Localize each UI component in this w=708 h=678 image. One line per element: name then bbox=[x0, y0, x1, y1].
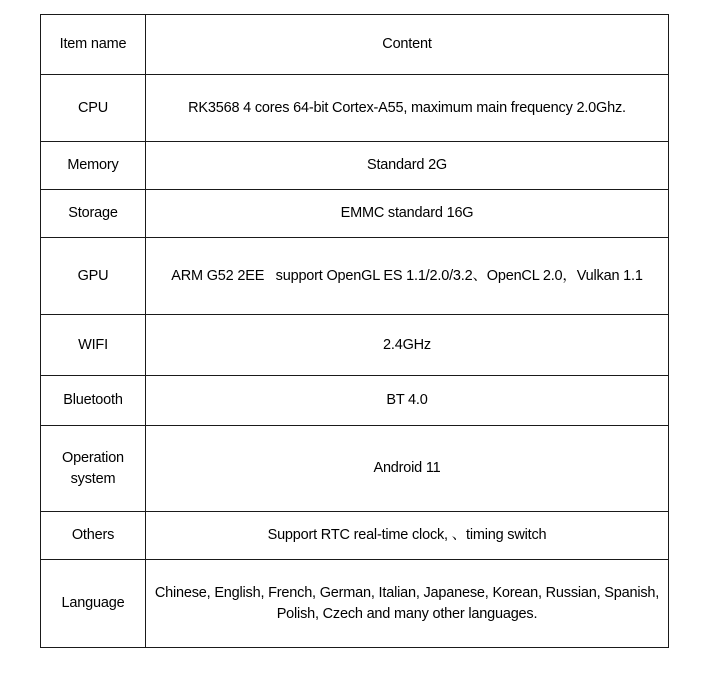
item-name-cell: Storage bbox=[41, 190, 146, 238]
table-row-wifi bbox=[41, 315, 669, 376]
table-header-row bbox=[41, 15, 669, 75]
content-cell: Chinese, English, French, German, Italian, Japanese, Korean, Russian, Spanish, Polish, Czech and many other languages. bbox=[146, 560, 669, 648]
item-name-cell: Memory bbox=[41, 142, 146, 190]
content-cell: RK3568 4 cores 64-bit Cortex-A55, maximum main frequency 2.0Ghz. bbox=[146, 75, 669, 142]
table-row-others bbox=[41, 512, 669, 560]
table-row-gpu bbox=[41, 238, 669, 315]
item-name-cell: Others bbox=[41, 512, 146, 560]
content-cell: BT 4.0 bbox=[146, 376, 669, 426]
table-row-operation-system bbox=[41, 426, 669, 512]
table-row-cpu bbox=[41, 75, 669, 142]
table-row-bluetooth bbox=[41, 376, 669, 426]
content-cell: ARM G52 2EE support OpenGL ES 1.1/2.0/3.2、OpenCL 2.0，Vulkan 1.1 bbox=[146, 238, 669, 315]
item-name-cell: GPU bbox=[41, 238, 146, 315]
table-row-language bbox=[41, 560, 669, 648]
item-name-cell: WIFI bbox=[41, 315, 146, 376]
header-content: Content bbox=[146, 15, 669, 75]
item-name-cell: Operation system bbox=[41, 426, 146, 512]
content-cell: Android 11 bbox=[146, 426, 669, 512]
table-row-storage bbox=[41, 190, 669, 238]
table-row-memory bbox=[41, 142, 669, 190]
header-item-name: Item name bbox=[41, 15, 146, 75]
content-cell: EMMC standard 16G bbox=[146, 190, 669, 238]
spec-table bbox=[40, 14, 669, 648]
content-cell: 2.4GHz bbox=[146, 315, 669, 376]
item-name-cell: CPU bbox=[41, 75, 146, 142]
item-name-cell: Language bbox=[41, 560, 146, 648]
item-name-cell: Bluetooth bbox=[41, 376, 146, 426]
content-cell: Support RTC real-time clock, 、timing switch bbox=[146, 512, 669, 560]
content-cell: Standard 2G bbox=[146, 142, 669, 190]
